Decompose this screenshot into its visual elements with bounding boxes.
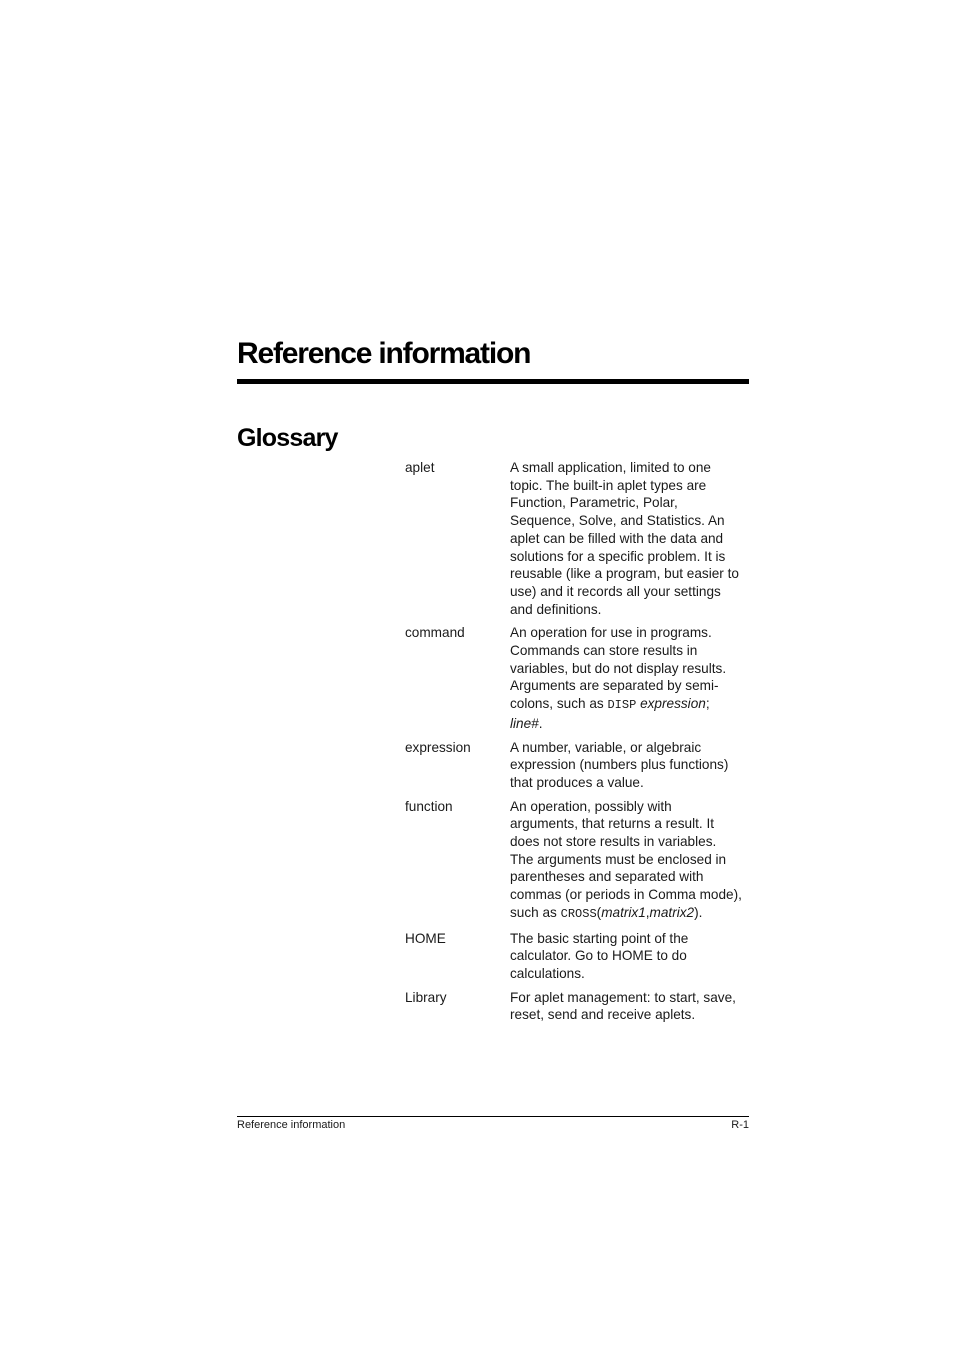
glossary-definition: A number, variable, or algebraic expression (numbers plus functions) that produces a value. xyxy=(510,739,729,790)
glossary-entry-home xyxy=(405,930,745,983)
section-title: Glossary xyxy=(237,424,338,452)
footer-rule xyxy=(237,1116,749,1117)
punctuation: . xyxy=(538,715,543,731)
glossary-term: command xyxy=(405,625,465,641)
footer-chapter-name: Reference information xyxy=(237,1119,346,1131)
chapter-title: Reference information xyxy=(237,337,531,370)
page-number: R-1 xyxy=(731,1119,749,1131)
code-example: DISP xyxy=(607,698,637,713)
glossary-term: aplet xyxy=(405,460,435,475)
glossary-term: Library xyxy=(405,989,447,1005)
glossary-term: expression xyxy=(405,739,471,755)
argument-example: matrix2 xyxy=(649,904,695,920)
glossary-definition-block xyxy=(510,624,742,732)
glossary-entry-aplet xyxy=(405,459,745,618)
glossary-entry-expression xyxy=(405,739,745,792)
argument-example: matrix1 xyxy=(601,904,646,920)
glossary-definition: A small application, limited to one topic. The built-in aplet types are Function, Parametric, Polar, Sequence, Solve, and Statistics. An aplet can be filled with the data and solutions for a specific problem. It is reusable (like a program, but easier to use) and it records all your settings and definitions. xyxy=(510,460,739,617)
glossary-list xyxy=(405,459,745,1030)
argument-separator: , xyxy=(645,904,650,920)
glossary-definition: An operation for use in programs. Commands can store results in variables, but do not display results. Arguments are separated by semi-colons, such as xyxy=(510,625,727,712)
glossary-entry-command xyxy=(405,624,745,732)
code-example: CROSS xyxy=(560,906,597,921)
argument-example: expression xyxy=(640,696,706,712)
glossary-term: function xyxy=(405,798,453,814)
glossary-definition: The basic starting point of the calculator. Go to HOME to do calculations. xyxy=(510,930,689,981)
punctuation: ). xyxy=(694,904,703,920)
argument-separator: ; xyxy=(705,696,710,712)
glossary-definition: An operation, possibly with arguments, that returns a result. It does not store results in variables. The arguments must be enclosed in parentheses and separated with commas (or periods in Comma mode), such as xyxy=(510,798,742,920)
chapter-title-rule xyxy=(237,379,749,384)
glossary-term: HOME xyxy=(405,930,446,946)
glossary-definition-block xyxy=(510,798,742,924)
argument-example: line# xyxy=(510,715,539,731)
glossary-entry-function xyxy=(405,798,745,924)
glossary-definition: For aplet management: to start, save, reset, send and receive aplets. xyxy=(510,989,736,1023)
glossary-entry-library xyxy=(405,989,745,1024)
punctuation: ( xyxy=(596,904,602,920)
